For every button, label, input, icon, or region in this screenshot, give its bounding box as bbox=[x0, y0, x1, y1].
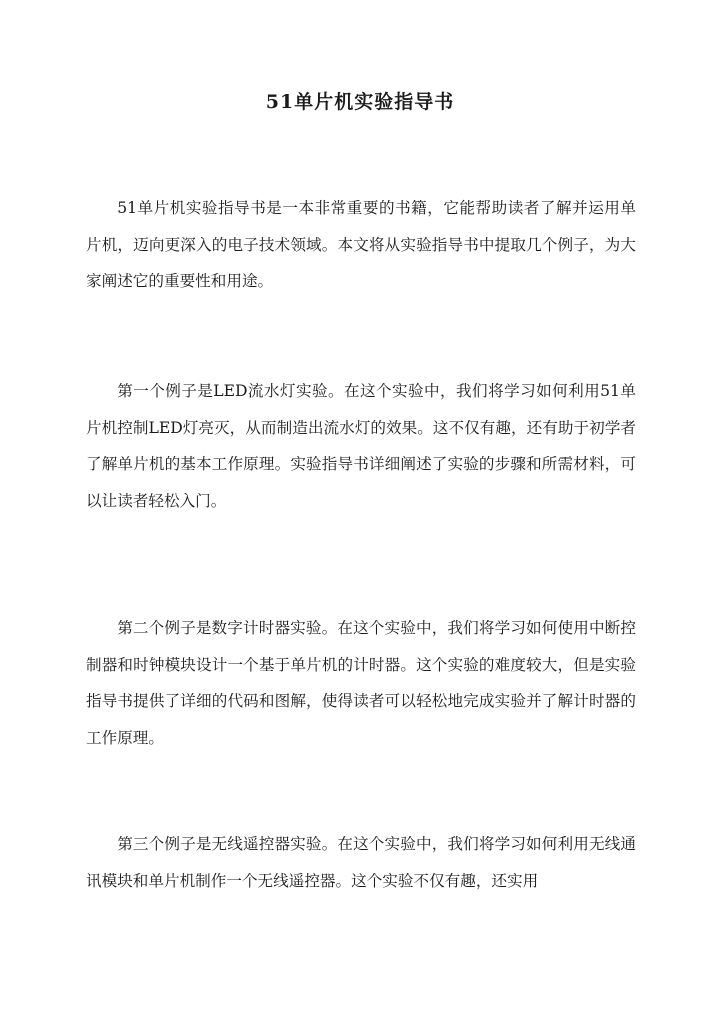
paragraph-example-3: 第三个例子是无线遥控器实验。在这个实验中，我们将学习如何利用无线通讯模块和单片机制作一个无线遥控器。这个实验不仅有趣，还实用 bbox=[86, 835, 636, 890]
paragraph-intro: 51单片机实验指导书是一本非常重要的书籍，它能帮助读者了解并运用单片机，迈向更深入的电子技术领域。本文将从实验指导书中提取几个例子，为大家阐述它的重要性和用途。 bbox=[86, 199, 636, 290]
paragraph-example-1: 第一个例子是LED流水灯实验。在这个实验中，我们将学习如何利用51单片机控制LED灯亮灭，从而制造出流水灯的效果。这不仅有趣，还有助于初学者了解单片机的基本工作原理。实验指导书详细阐述了实验的步骤和所需材料，可以让读者轻松入门。 bbox=[86, 382, 636, 510]
document-title: 51单片机实验指导书 bbox=[265, 91, 455, 113]
paragraph-example-2: 第二个例子是数字计时器实验。在这个实验中，我们将学习如何使用中断控制器和时钟模块设计一个基于单片机的计时器。这个实验的难度较大，但是实验指导书提供了详细的代码和图解，使得读者可以轻松地完成实验并了解计时器的工作原理。 bbox=[86, 619, 636, 747]
